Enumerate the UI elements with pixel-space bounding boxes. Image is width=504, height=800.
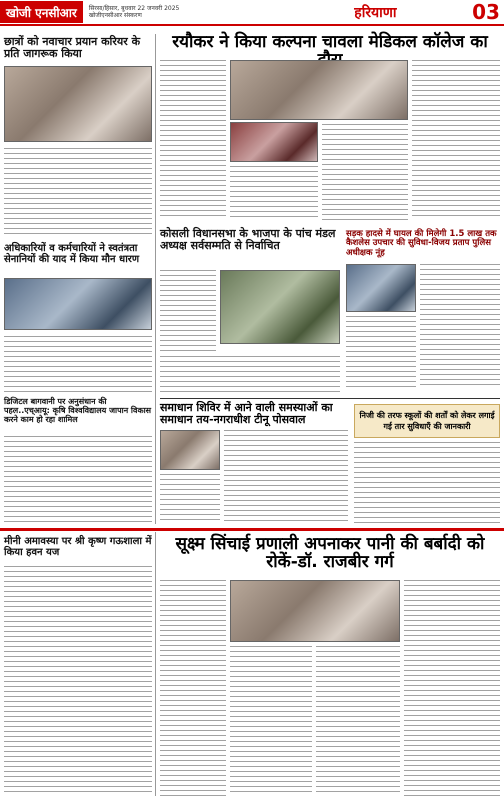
headline-right-2: निजी की तरफ स्कूलों की शर्तों को लेकर लगाई गई तार सुविधाएँ की जानकारी <box>354 404 500 438</box>
headline-middle-2: समाधान शिविर में आने वाली समस्याओं का समाधान तय-नगराधीश टीनू पोसवाल <box>160 401 333 426</box>
story-body-right-1b <box>346 316 416 388</box>
photo-top-secondary <box>230 122 318 162</box>
story-body-top-4 <box>230 166 318 220</box>
headline-middle-1: कोसली विधानसभा के भाजपा के पांच मंडल अध्यक्ष सर्वसम्मति से निर्वाचित <box>160 227 336 253</box>
story-body-left-1 <box>4 148 152 236</box>
red-divider <box>0 528 504 531</box>
photo-bottom-main <box>230 580 400 642</box>
date-line: सिरसा/हिसार, बुधवार 22 जनवरी 2025 <box>88 5 180 12</box>
column-rule-bottom <box>155 532 156 796</box>
story-body-bottom-3 <box>316 646 400 796</box>
headline-right-1: सड़क हादसे में घायल की मिलेगी 1.5 लाख तक कैशलेस उपचार की सुविधा-विजय प्रताप पुलिस अधीक्षक नूंह <box>346 229 497 258</box>
photo-right-1 <box>346 264 416 312</box>
story-body-bottom-2 <box>230 646 312 796</box>
story-body-right-2 <box>354 442 500 524</box>
page-number: 03 <box>472 0 500 24</box>
story-body-middle-1a <box>160 270 216 352</box>
headline-left-1: छात्रों को नवाचार प्रयान करियर के प्रति जागरूक किया <box>4 35 141 61</box>
headline-bottom-left: मीनी अमावस्या पर श्री कृष्ण गऊशाला में किया हवन यज <box>4 536 152 558</box>
newspaper-logo: खोजी एनसीआर <box>0 1 83 23</box>
headline-top-main: रयौकर ने किया कल्पना चावला मेडिकल कॉलेज का <box>172 32 488 52</box>
headline-left-2: अधिकारियों व कर्मचारियों ने स्वतंत्रता सेनानियों की याद में किया मौन धारण <box>4 243 140 265</box>
photo-top-main <box>230 60 408 120</box>
column-rule <box>155 34 156 524</box>
masthead-dateline <box>83 5 283 19</box>
story-body-bottom-4 <box>404 580 500 796</box>
story-body-bottom-1 <box>160 580 226 796</box>
divider <box>160 398 500 399</box>
section-title: हरियाणा <box>354 4 397 21</box>
story-body-top-1 <box>160 60 226 220</box>
photo-middle-2 <box>160 430 220 470</box>
story-body-top-3 <box>412 60 500 220</box>
story-body-left-3 <box>4 436 152 524</box>
story-body-middle-2a <box>224 430 348 524</box>
story-body-middle-2b <box>160 474 220 524</box>
story-body-left-2 <box>4 336 152 392</box>
story-body-right-1a <box>420 264 500 388</box>
story-body-middle-1b <box>160 356 340 394</box>
story-body-bottom-left <box>4 566 152 796</box>
photo-left-1 <box>4 66 152 142</box>
edition-line: खोजीएनसीआर संस्करण <box>88 12 142 19</box>
headline-bottom-main: सूक्ष्म सिंचाई प्रणाली अपनाकर पानी की बर्बादी को रोकें-डॉ. राजबीर गर्ग <box>175 534 485 572</box>
photo-middle-1 <box>220 270 340 344</box>
masthead <box>0 0 504 26</box>
story-body-top-2 <box>322 124 408 220</box>
headline-left-3: डिजिटल बागवानी पर अनुसंधान की पहल..एच्आयू: कृषि विश्वविद्यालय जापान विकास करने काम हो रहा शामिल <box>4 397 152 424</box>
photo-left-2 <box>4 278 152 330</box>
